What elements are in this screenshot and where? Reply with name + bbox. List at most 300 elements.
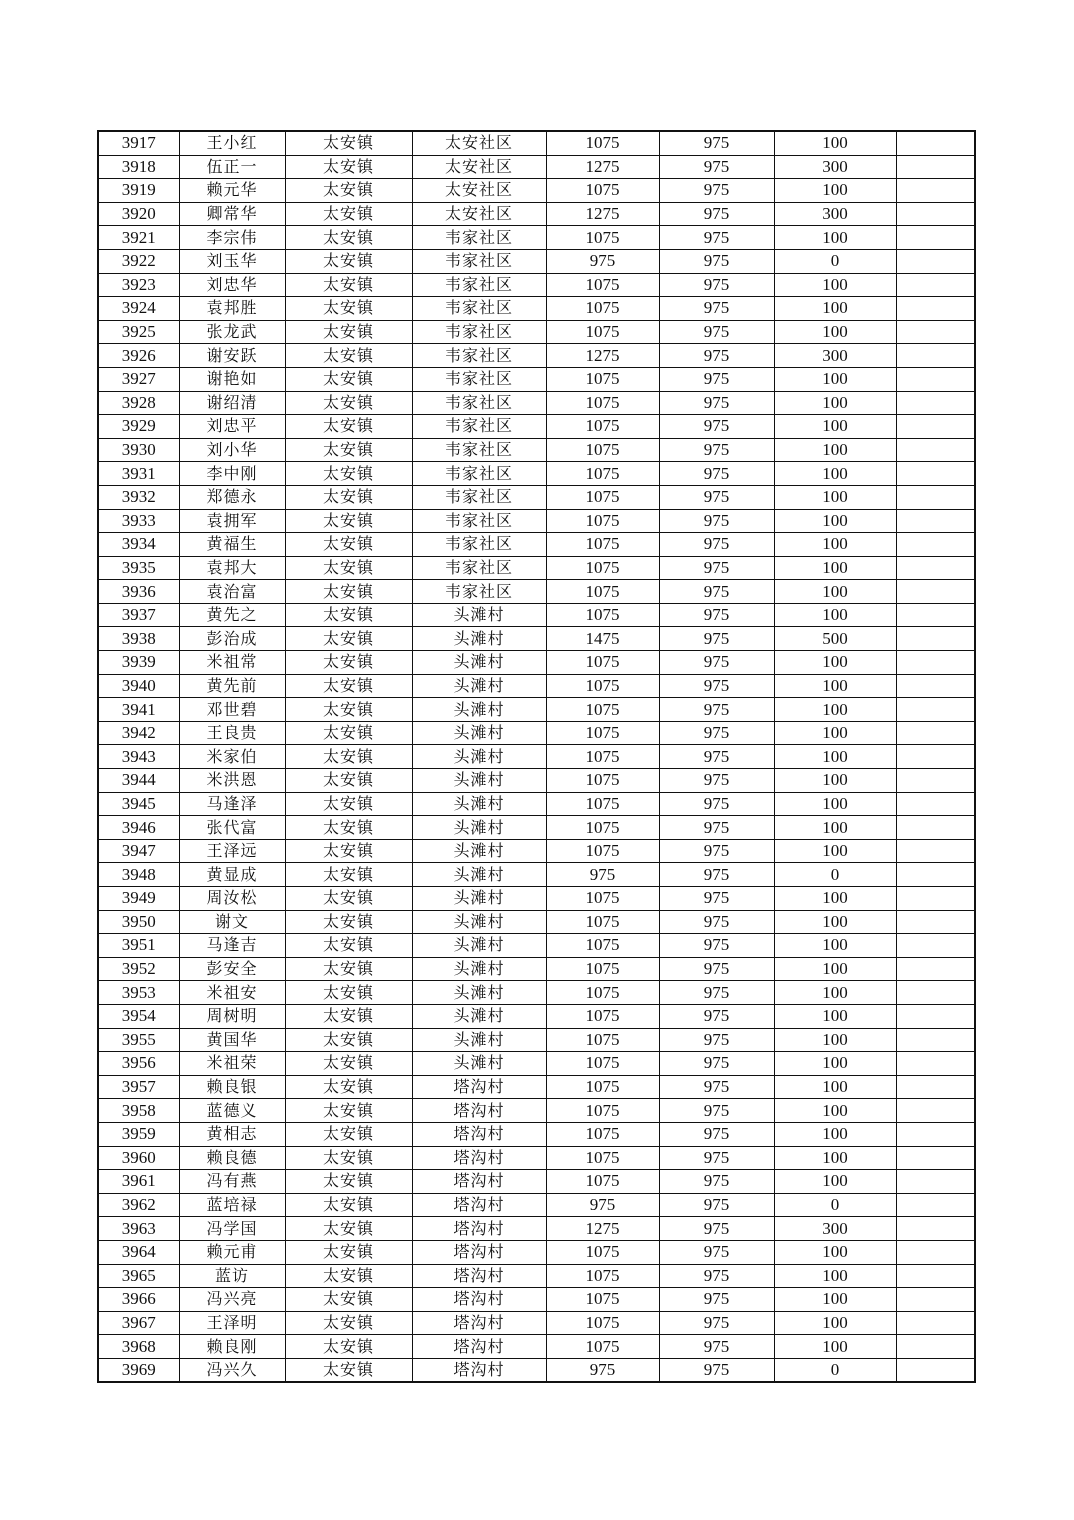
difference-cell: 100 <box>774 1264 896 1288</box>
amount-b-cell: 975 <box>659 1240 774 1264</box>
table-row <box>98 839 975 863</box>
amount-a-cell: 1075 <box>546 1099 659 1123</box>
town-cell: 太安镇 <box>285 887 412 911</box>
table-row <box>98 745 975 769</box>
table-row <box>98 1217 975 1241</box>
remark-cell <box>896 462 975 486</box>
remark-cell <box>896 1099 975 1123</box>
remark-cell <box>896 769 975 793</box>
name-cell: 蓝访 <box>179 1264 285 1288</box>
amount-b-cell: 975 <box>659 202 774 226</box>
village-cell: 塔沟村 <box>412 1311 546 1335</box>
difference-cell: 500 <box>774 627 896 651</box>
table-row <box>98 1240 975 1264</box>
remark-cell <box>896 1288 975 1312</box>
table-row <box>98 179 975 203</box>
name-cell: 米祖荣 <box>179 1052 285 1076</box>
village-cell: 韦家社区 <box>412 391 546 415</box>
id-cell: 3945 <box>98 792 179 816</box>
town-cell: 太安镇 <box>285 1170 412 1194</box>
village-cell: 头滩村 <box>412 627 546 651</box>
name-cell: 王泽明 <box>179 1311 285 1335</box>
village-cell: 头滩村 <box>412 745 546 769</box>
village-cell: 塔沟村 <box>412 1217 546 1241</box>
town-cell: 太安镇 <box>285 1311 412 1335</box>
town-cell: 太安镇 <box>285 627 412 651</box>
table-row <box>98 934 975 958</box>
difference-cell: 100 <box>774 910 896 934</box>
town-cell: 太安镇 <box>285 792 412 816</box>
table-row <box>98 603 975 627</box>
name-cell: 米家伯 <box>179 745 285 769</box>
name-cell: 张代富 <box>179 816 285 840</box>
name-cell: 李中刚 <box>179 462 285 486</box>
town-cell: 太安镇 <box>285 1288 412 1312</box>
village-cell: 头滩村 <box>412 957 546 981</box>
name-cell: 李宗伟 <box>179 226 285 250</box>
id-cell: 3931 <box>98 462 179 486</box>
village-cell: 头滩村 <box>412 887 546 911</box>
id-cell: 3967 <box>98 1311 179 1335</box>
amount-a-cell: 1075 <box>546 910 659 934</box>
amount-a-cell: 1075 <box>546 1122 659 1146</box>
name-cell: 黄先之 <box>179 603 285 627</box>
name-cell: 赖元华 <box>179 179 285 203</box>
village-cell: 头滩村 <box>412 1028 546 1052</box>
amount-a-cell: 1075 <box>546 462 659 486</box>
amount-a-cell: 975 <box>546 249 659 273</box>
id-cell: 3919 <box>98 179 179 203</box>
amount-a-cell: 1075 <box>546 816 659 840</box>
difference-cell: 100 <box>774 1311 896 1335</box>
amount-b-cell: 975 <box>659 981 774 1005</box>
difference-cell: 300 <box>774 1217 896 1241</box>
village-cell: 头滩村 <box>412 910 546 934</box>
difference-cell: 0 <box>774 1193 896 1217</box>
table-row <box>98 721 975 745</box>
table-row <box>98 981 975 1005</box>
table-row <box>98 674 975 698</box>
town-cell: 太安镇 <box>285 981 412 1005</box>
difference-cell: 100 <box>774 792 896 816</box>
village-cell: 太安社区 <box>412 179 546 203</box>
difference-cell: 100 <box>774 297 896 321</box>
remark-cell <box>896 320 975 344</box>
difference-cell: 100 <box>774 226 896 250</box>
amount-b-cell: 975 <box>659 1358 774 1382</box>
table-row <box>98 792 975 816</box>
town-cell: 太安镇 <box>285 391 412 415</box>
id-cell: 3948 <box>98 863 179 887</box>
id-cell: 3951 <box>98 934 179 958</box>
id-cell: 3960 <box>98 1146 179 1170</box>
village-cell: 塔沟村 <box>412 1099 546 1123</box>
difference-cell: 300 <box>774 155 896 179</box>
table-row <box>98 273 975 297</box>
amount-a-cell: 1075 <box>546 887 659 911</box>
name-cell: 谢艳如 <box>179 367 285 391</box>
amount-b-cell: 975 <box>659 344 774 368</box>
remark-cell <box>896 957 975 981</box>
remark-cell <box>896 792 975 816</box>
amount-b-cell: 975 <box>659 533 774 557</box>
village-cell: 韦家社区 <box>412 533 546 557</box>
difference-cell: 100 <box>774 981 896 1005</box>
village-cell: 韦家社区 <box>412 273 546 297</box>
village-cell: 塔沟村 <box>412 1264 546 1288</box>
remark-cell <box>896 934 975 958</box>
amount-b-cell: 975 <box>659 273 774 297</box>
table-row <box>98 1099 975 1123</box>
amount-a-cell: 1075 <box>546 1028 659 1052</box>
amount-b-cell: 975 <box>659 462 774 486</box>
remark-cell <box>896 1146 975 1170</box>
village-cell: 头滩村 <box>412 863 546 887</box>
town-cell: 太安镇 <box>285 438 412 462</box>
village-cell: 韦家社区 <box>412 556 546 580</box>
amount-b-cell: 975 <box>659 556 774 580</box>
id-cell: 3950 <box>98 910 179 934</box>
name-cell: 谢绍清 <box>179 391 285 415</box>
town-cell: 太安镇 <box>285 179 412 203</box>
amount-a-cell: 1075 <box>546 415 659 439</box>
village-cell: 韦家社区 <box>412 580 546 604</box>
amount-b-cell: 975 <box>659 1004 774 1028</box>
town-cell: 太安镇 <box>285 816 412 840</box>
difference-cell: 100 <box>774 603 896 627</box>
id-cell: 3957 <box>98 1075 179 1099</box>
name-cell: 马逢泽 <box>179 792 285 816</box>
village-cell: 头滩村 <box>412 603 546 627</box>
table-row <box>98 462 975 486</box>
amount-a-cell: 1275 <box>546 344 659 368</box>
difference-cell: 100 <box>774 1146 896 1170</box>
name-cell: 张龙武 <box>179 320 285 344</box>
town-cell: 太安镇 <box>285 344 412 368</box>
table-row <box>98 1075 975 1099</box>
difference-cell: 100 <box>774 1028 896 1052</box>
table-row <box>98 533 975 557</box>
id-cell: 3954 <box>98 1004 179 1028</box>
name-cell: 马逢吉 <box>179 934 285 958</box>
table-row <box>98 485 975 509</box>
table-row <box>98 1193 975 1217</box>
amount-a-cell: 1275 <box>546 1217 659 1241</box>
amount-b-cell: 975 <box>659 745 774 769</box>
amount-a-cell: 1075 <box>546 839 659 863</box>
id-cell: 3940 <box>98 674 179 698</box>
difference-cell: 100 <box>774 462 896 486</box>
difference-cell: 100 <box>774 415 896 439</box>
amount-b-cell: 975 <box>659 792 774 816</box>
amount-a-cell: 1075 <box>546 1052 659 1076</box>
table-row <box>98 651 975 675</box>
difference-cell: 100 <box>774 533 896 557</box>
town-cell: 太安镇 <box>285 651 412 675</box>
remark-cell <box>896 745 975 769</box>
amount-b-cell: 975 <box>659 1122 774 1146</box>
village-cell: 塔沟村 <box>412 1335 546 1359</box>
amount-a-cell: 1075 <box>546 698 659 722</box>
village-cell: 头滩村 <box>412 816 546 840</box>
id-cell: 3949 <box>98 887 179 911</box>
remark-cell <box>896 863 975 887</box>
difference-cell: 100 <box>774 769 896 793</box>
amount-b-cell: 975 <box>659 297 774 321</box>
town-cell: 太安镇 <box>285 1217 412 1241</box>
town-cell: 太安镇 <box>285 1028 412 1052</box>
data-table <box>97 130 976 1383</box>
town-cell: 太安镇 <box>285 1240 412 1264</box>
amount-b-cell: 975 <box>659 910 774 934</box>
remark-cell <box>896 202 975 226</box>
table-row <box>98 509 975 533</box>
remark-cell <box>896 721 975 745</box>
name-cell: 谢安跃 <box>179 344 285 368</box>
table-row <box>98 1122 975 1146</box>
name-cell: 卿常华 <box>179 202 285 226</box>
amount-a-cell: 1075 <box>546 769 659 793</box>
amount-a-cell: 1475 <box>546 627 659 651</box>
name-cell: 郑德永 <box>179 485 285 509</box>
village-cell: 韦家社区 <box>412 344 546 368</box>
name-cell: 袁治富 <box>179 580 285 604</box>
id-cell: 3921 <box>98 226 179 250</box>
town-cell: 太安镇 <box>285 320 412 344</box>
village-cell: 头滩村 <box>412 721 546 745</box>
remark-cell <box>896 226 975 250</box>
remark-cell <box>896 627 975 651</box>
remark-cell <box>896 1264 975 1288</box>
id-cell: 3943 <box>98 745 179 769</box>
amount-a-cell: 1075 <box>546 179 659 203</box>
town-cell: 太安镇 <box>285 1335 412 1359</box>
id-cell: 3941 <box>98 698 179 722</box>
id-cell: 3932 <box>98 485 179 509</box>
table-body <box>98 131 975 1382</box>
difference-cell: 100 <box>774 1122 896 1146</box>
amount-a-cell: 1075 <box>546 509 659 533</box>
amount-a-cell: 1075 <box>546 981 659 1005</box>
town-cell: 太安镇 <box>285 273 412 297</box>
remark-cell <box>896 391 975 415</box>
town-cell: 太安镇 <box>285 462 412 486</box>
table-row <box>98 1028 975 1052</box>
table-row <box>98 910 975 934</box>
amount-a-cell: 1075 <box>546 1075 659 1099</box>
table-row <box>98 769 975 793</box>
name-cell: 王小红 <box>179 131 285 155</box>
id-cell: 3935 <box>98 556 179 580</box>
amount-b-cell: 975 <box>659 839 774 863</box>
village-cell: 头滩村 <box>412 1004 546 1028</box>
amount-b-cell: 975 <box>659 1193 774 1217</box>
remark-cell <box>896 1311 975 1335</box>
amount-b-cell: 975 <box>659 1311 774 1335</box>
id-cell: 3925 <box>98 320 179 344</box>
amount-b-cell: 975 <box>659 1264 774 1288</box>
town-cell: 太安镇 <box>285 1099 412 1123</box>
amount-a-cell: 1075 <box>546 745 659 769</box>
remark-cell <box>896 887 975 911</box>
town-cell: 太安镇 <box>285 415 412 439</box>
name-cell: 赖元甫 <box>179 1240 285 1264</box>
name-cell: 冯兴亮 <box>179 1288 285 1312</box>
village-cell: 塔沟村 <box>412 1122 546 1146</box>
amount-a-cell: 975 <box>546 1193 659 1217</box>
amount-b-cell: 975 <box>659 627 774 651</box>
name-cell: 蓝培禄 <box>179 1193 285 1217</box>
difference-cell: 100 <box>774 391 896 415</box>
id-cell: 3934 <box>98 533 179 557</box>
amount-a-cell: 1075 <box>546 674 659 698</box>
amount-b-cell: 975 <box>659 651 774 675</box>
remark-cell <box>896 1217 975 1241</box>
amount-b-cell: 975 <box>659 131 774 155</box>
name-cell: 黄国华 <box>179 1028 285 1052</box>
amount-b-cell: 975 <box>659 1052 774 1076</box>
name-cell: 黄福生 <box>179 533 285 557</box>
id-cell: 3917 <box>98 131 179 155</box>
remark-cell <box>896 698 975 722</box>
table-row <box>98 863 975 887</box>
table-row <box>98 1358 975 1382</box>
amount-a-cell: 1075 <box>546 580 659 604</box>
id-cell: 3937 <box>98 603 179 627</box>
village-cell: 韦家社区 <box>412 226 546 250</box>
difference-cell: 300 <box>774 344 896 368</box>
amount-a-cell: 1075 <box>546 320 659 344</box>
amount-b-cell: 975 <box>659 957 774 981</box>
table-row <box>98 155 975 179</box>
difference-cell: 0 <box>774 1358 896 1382</box>
village-cell: 塔沟村 <box>412 1075 546 1099</box>
town-cell: 太安镇 <box>285 556 412 580</box>
amount-b-cell: 975 <box>659 580 774 604</box>
amount-a-cell: 1075 <box>546 1240 659 1264</box>
amount-b-cell: 975 <box>659 1146 774 1170</box>
amount-a-cell: 1075 <box>546 438 659 462</box>
name-cell: 黄先前 <box>179 674 285 698</box>
remark-cell <box>896 1052 975 1076</box>
id-cell: 3952 <box>98 957 179 981</box>
remark-cell <box>896 344 975 368</box>
difference-cell: 100 <box>774 367 896 391</box>
id-cell: 3965 <box>98 1264 179 1288</box>
remark-cell <box>896 580 975 604</box>
table-row <box>98 131 975 155</box>
town-cell: 太安镇 <box>285 297 412 321</box>
name-cell: 冯有燕 <box>179 1170 285 1194</box>
amount-b-cell: 975 <box>659 485 774 509</box>
village-cell: 韦家社区 <box>412 367 546 391</box>
difference-cell: 100 <box>774 1052 896 1076</box>
difference-cell: 100 <box>774 651 896 675</box>
remark-cell <box>896 839 975 863</box>
amount-a-cell: 1075 <box>546 226 659 250</box>
table-row <box>98 580 975 604</box>
amount-a-cell: 1075 <box>546 131 659 155</box>
remark-cell <box>896 415 975 439</box>
table-row <box>98 1264 975 1288</box>
amount-a-cell: 1075 <box>546 556 659 580</box>
table-row <box>98 202 975 226</box>
id-cell: 3944 <box>98 769 179 793</box>
remark-cell <box>896 485 975 509</box>
table-row <box>98 297 975 321</box>
table-row <box>98 320 975 344</box>
name-cell: 周树明 <box>179 1004 285 1028</box>
amount-b-cell: 975 <box>659 934 774 958</box>
village-cell: 太安社区 <box>412 131 546 155</box>
table-row <box>98 556 975 580</box>
remark-cell <box>896 1358 975 1382</box>
id-cell: 3930 <box>98 438 179 462</box>
amount-a-cell: 1075 <box>546 1146 659 1170</box>
name-cell: 赖良德 <box>179 1146 285 1170</box>
town-cell: 太安镇 <box>285 1193 412 1217</box>
table-row <box>98 698 975 722</box>
town-cell: 太安镇 <box>285 580 412 604</box>
remark-cell <box>896 1193 975 1217</box>
id-cell: 3964 <box>98 1240 179 1264</box>
id-cell: 3955 <box>98 1028 179 1052</box>
name-cell: 伍正一 <box>179 155 285 179</box>
name-cell: 赖良银 <box>179 1075 285 1099</box>
difference-cell: 100 <box>774 745 896 769</box>
difference-cell: 100 <box>774 1075 896 1099</box>
table-row <box>98 1288 975 1312</box>
amount-a-cell: 975 <box>546 863 659 887</box>
village-cell: 韦家社区 <box>412 462 546 486</box>
remark-cell <box>896 273 975 297</box>
difference-cell: 100 <box>774 816 896 840</box>
village-cell: 塔沟村 <box>412 1146 546 1170</box>
town-cell: 太安镇 <box>285 957 412 981</box>
remark-cell <box>896 1028 975 1052</box>
table-row <box>98 816 975 840</box>
town-cell: 太安镇 <box>285 934 412 958</box>
amount-a-cell: 975 <box>546 1358 659 1382</box>
name-cell: 袁拥军 <box>179 509 285 533</box>
difference-cell: 100 <box>774 485 896 509</box>
difference-cell: 0 <box>774 249 896 273</box>
amount-a-cell: 1075 <box>546 1335 659 1359</box>
amount-a-cell: 1075 <box>546 603 659 627</box>
town-cell: 太安镇 <box>285 839 412 863</box>
remark-cell <box>896 674 975 698</box>
town-cell: 太安镇 <box>285 603 412 627</box>
town-cell: 太安镇 <box>285 1122 412 1146</box>
town-cell: 太安镇 <box>285 485 412 509</box>
amount-b-cell: 975 <box>659 1170 774 1194</box>
amount-a-cell: 1075 <box>546 1311 659 1335</box>
name-cell: 米祖安 <box>179 981 285 1005</box>
village-cell: 韦家社区 <box>412 297 546 321</box>
town-cell: 太安镇 <box>285 769 412 793</box>
remark-cell <box>896 249 975 273</box>
id-cell: 3927 <box>98 367 179 391</box>
village-cell: 头滩村 <box>412 792 546 816</box>
amount-b-cell: 975 <box>659 367 774 391</box>
remark-cell <box>896 367 975 391</box>
village-cell: 头滩村 <box>412 769 546 793</box>
village-cell: 头滩村 <box>412 1052 546 1076</box>
town-cell: 太安镇 <box>285 226 412 250</box>
difference-cell: 100 <box>774 320 896 344</box>
table-row <box>98 249 975 273</box>
id-cell: 3933 <box>98 509 179 533</box>
